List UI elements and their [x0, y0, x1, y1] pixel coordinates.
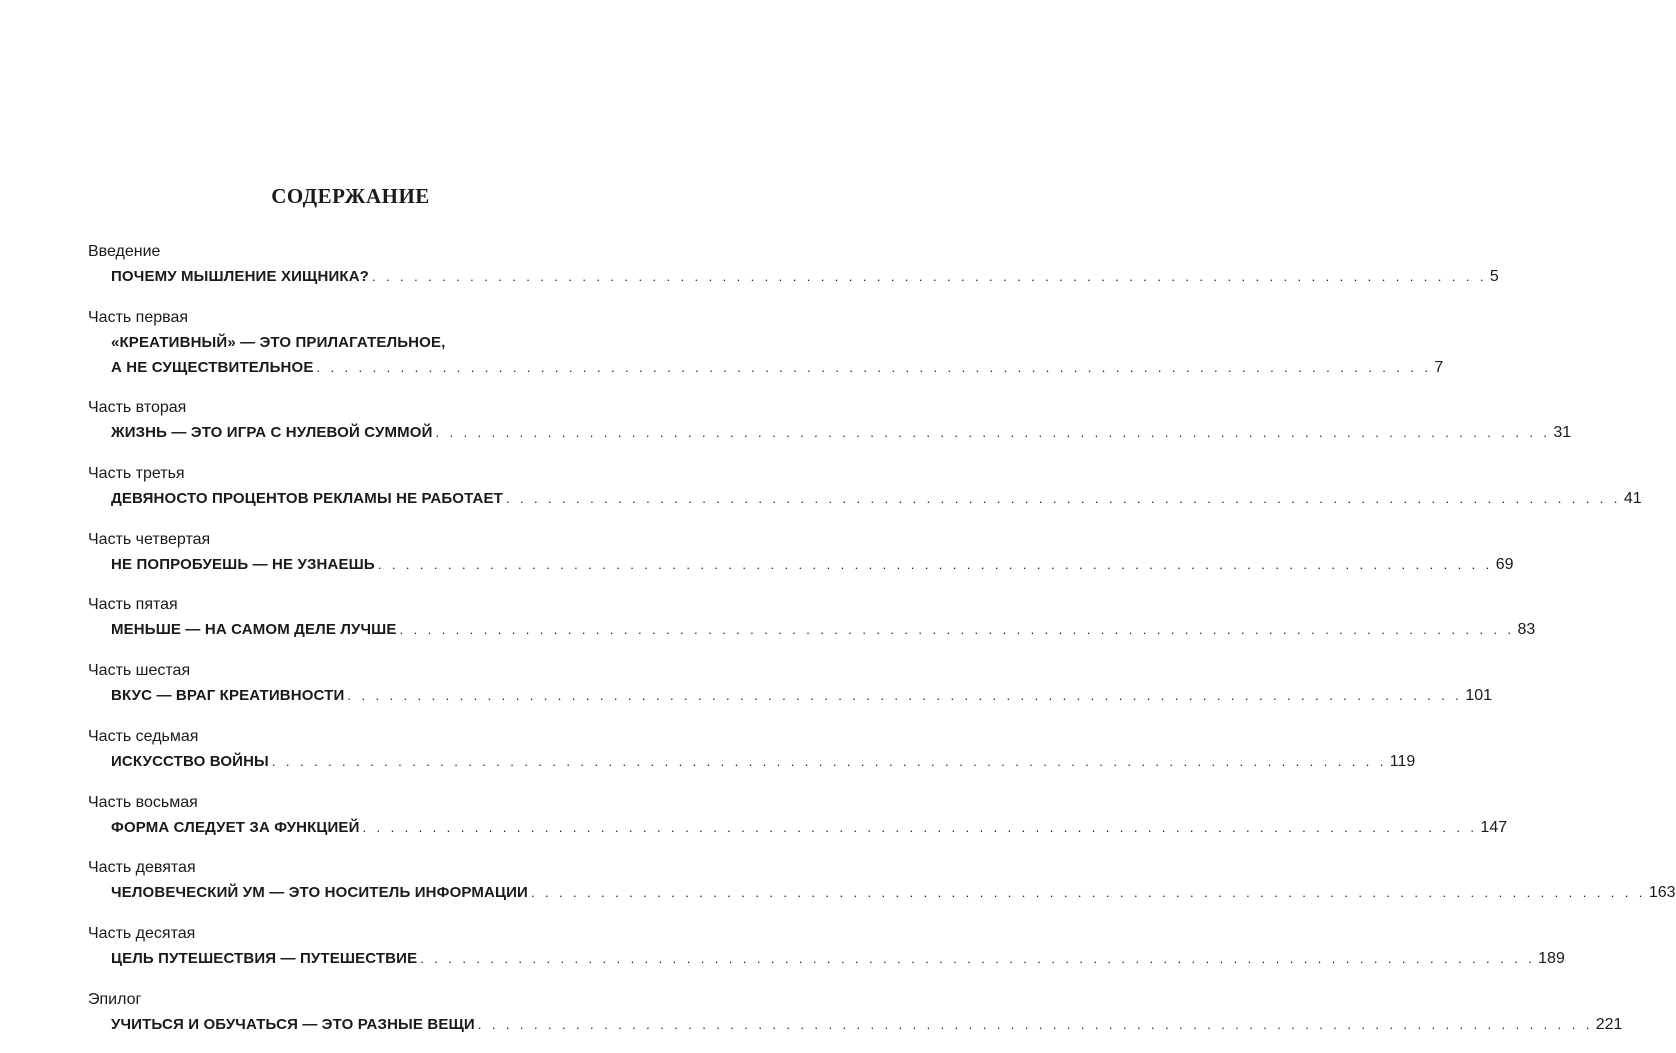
- dot-leader: . . . . . . . . . . . . . . . . . . . . . . . . . . . . . . . . . . . . . . . . . . . . . . . . . . . . . . . . . . . . . . . . . . . . . . . . . . . . . . . .: [420, 950, 1536, 966]
- toc-entry: [88, 396, 1572, 445]
- toc-page-number: 69: [1495, 555, 1514, 573]
- toc-entry: [88, 306, 1444, 380]
- toc-entry: [88, 240, 1499, 289]
- toc-entry: [88, 528, 1514, 577]
- toc-entry-row: [88, 552, 1514, 577]
- toc-entry-title: УЧИТЬСЯ И ОБУЧАТЬСЯ — ЭТО РАЗНЫЕ ВЕЩИ: [111, 1015, 475, 1033]
- toc-entry: [88, 725, 1416, 774]
- toc-entry-row: [88, 617, 1536, 642]
- toc-entry-row: [88, 1012, 1623, 1037]
- toc-entry: [88, 856, 1676, 905]
- toc-part-label: Часть девятая: [88, 859, 196, 877]
- dot-leader: . . . . . . . . . . . . . . . . . . . . . . . . . . . . . . . . . . . . . . . . . . . . . . . . . . . . . . . . . . . . . . . . . . . . . . . . . . . . . . . .: [347, 688, 1463, 704]
- dot-leader: . . . . . . . . . . . . . . . . . . . . . . . . . . . . . . . . . . . . . . . . . . . . . . . . . . . . . . . . . . . . . . . . . . . . . . . . . . . . . . . .: [477, 1016, 1593, 1032]
- toc-entry-row: [88, 749, 1416, 774]
- toc-part-label: Введение: [88, 243, 161, 260]
- toc-part-label: Часть седьмая: [88, 727, 199, 745]
- toc-entry-title: ЦЕЛЬ ПУТЕШЕСТВИЯ — ПУТЕШЕСТВИЕ: [111, 949, 418, 967]
- toc-entry-row: [88, 683, 1493, 708]
- toc-page-number: 221: [1595, 1015, 1623, 1033]
- toc-page-number: 163: [1648, 884, 1676, 902]
- toc-page-number: 147: [1480, 818, 1508, 836]
- toc-entry-title: ПОЧЕМУ МЫШЛЕНИЕ ХИЩНИКА?: [111, 268, 369, 285]
- toc-entry-row: [88, 815, 1508, 840]
- toc-entry: [88, 593, 1536, 642]
- dot-leader: . . . . . . . . . . . . . . . . . . . . . . . . . . . . . . . . . . . . . . . . . . . . . . . . . . . . . . . . . . . . . . . . . . . . . . . . . . . . . . . .: [505, 491, 1621, 507]
- toc-part-label: Часть шестая: [88, 662, 191, 680]
- toc-entry-title: ИСКУССТВО ВОЙНЫ: [111, 752, 269, 770]
- toc-entry-title: «КРЕАТИВНЫЙ» — ЭТО ПРИЛАГАТЕЛЬНОЕ,: [111, 333, 446, 351]
- toc-entry: [88, 791, 1508, 840]
- toc-part-label: Часть вторая: [88, 399, 187, 417]
- toc-entry-title: НЕ ПОПРОБУЕШЬ — НЕ УЗНАЕШЬ: [111, 555, 375, 573]
- toc-entry-row: [88, 880, 1676, 905]
- toc-page-number: 5: [1489, 268, 1499, 285]
- dot-leader: . . . . . . . . . . . . . . . . . . . . . . . . . . . . . . . . . . . . . . . . . . . . . . . . . . . . . . . . . . . . . . . . . . . . . . . . . . . . . . . .: [530, 885, 1646, 901]
- toc-part-label: Часть четвертая: [88, 530, 211, 548]
- dot-leader: . . . . . . . . . . . . . . . . . . . . . . . . . . . . . . . . . . . . . . . . . . . . . . . . . . . . . . . . . . . . . . . . . . . . . . . . . . . . . . . .: [372, 269, 1487, 284]
- toc-entry: [88, 922, 1565, 971]
- toc-page-number: 41: [1623, 490, 1642, 508]
- toc-page-number: 31: [1553, 424, 1572, 442]
- dot-leader: . . . . . . . . . . . . . . . . . . . . . . . . . . . . . . . . . . . . . . . . . . . . . . . . . . . . . . . . . . . . . . . . . . . . . . . . . . . . . . . .: [399, 622, 1515, 638]
- dot-leader: . . . . . . . . . . . . . . . . . . . . . . . . . . . . . . . . . . . . . . . . . . . . . . . . . . . . . . . . . . . . . . . . . . . . . . . . . . . . . . . .: [435, 425, 1551, 441]
- dot-leader: . . . . . . . . . . . . . . . . . . . . . . . . . . . . . . . . . . . . . . . . . . . . . . . . . . . . . . . . . . . . . . . . . . . . . . . . . . . . . . . .: [377, 556, 1493, 572]
- toc-entry-title: МЕНЬШЕ — НА САМОМ ДЕЛЕ ЛУЧШЕ: [111, 621, 397, 639]
- toc-page-number: 101: [1465, 687, 1493, 705]
- toc-part-label: Часть восьмая: [88, 793, 198, 811]
- toc-entry-title: ДЕВЯНОСТО ПРОЦЕНТОВ РЕКЛАМЫ НЕ РАБОТАЕТ: [111, 490, 503, 508]
- toc-entry: [88, 659, 1493, 708]
- toc-entry-row: [88, 486, 1642, 511]
- dot-leader: . . . . . . . . . . . . . . . . . . . . . . . . . . . . . . . . . . . . . . . . . . . . . . . . . . . . . . . . . . . . . . . . . . . . . . . . . . . . . . . .: [362, 819, 1478, 835]
- toc-entry-title: ЖИЗНЬ — ЭТО ИГРА С НУЛЕВОЙ СУММОЙ: [111, 424, 433, 442]
- toc-entry-row: [88, 355, 1444, 380]
- toc-entry-row: [88, 946, 1565, 971]
- toc-part-label: Часть пятая: [88, 596, 178, 614]
- toc-entry-title: А НЕ СУЩЕСТВИТЕЛЬНОЕ: [111, 358, 314, 376]
- toc-entry: [88, 988, 1623, 1037]
- toc-page-number: 7: [1434, 358, 1444, 376]
- page-title: СОДЕРЖАНИЕ: [271, 184, 430, 208]
- toc-page-number: 119: [1389, 752, 1416, 770]
- toc-part-label: Часть первая: [88, 308, 189, 326]
- toc-entry-title: ФОРМА СЛЕДУЕТ ЗА ФУНКЦИЕЙ: [111, 818, 360, 836]
- toc-part-label: Часть десятая: [88, 924, 196, 942]
- toc-entry-title: ЧЕЛОВЕЧЕСКИЙ УМ — ЭТО НОСИТЕЛЬ ИНФОРМАЦИИ: [111, 884, 528, 902]
- toc-entry-row: [88, 264, 1499, 289]
- toc-part-label: Эпилог: [88, 990, 142, 1008]
- toc-entry-title: ВКУС — ВРАГ КРЕАТИВНОСТИ: [111, 687, 345, 705]
- toc-entry-row: [88, 420, 1572, 445]
- dot-leader: . . . . . . . . . . . . . . . . . . . . . . . . . . . . . . . . . . . . . . . . . . . . . . . . . . . . . . . . . . . . . . . . . . . . . . . . . . . . . . . .: [316, 359, 1432, 375]
- toc-page-number: 83: [1517, 621, 1536, 639]
- toc-list: [88, 240, 1676, 1053]
- toc-page-number: 189: [1538, 949, 1565, 967]
- toc-part-label: Часть третья: [88, 465, 185, 483]
- dot-leader: . . . . . . . . . . . . . . . . . . . . . . . . . . . . . . . . . . . . . . . . . . . . . . . . . . . . . . . . . . . . . . . . . . . . . . . . . . . . . . . .: [271, 753, 1387, 769]
- toc-entry: [88, 462, 1642, 511]
